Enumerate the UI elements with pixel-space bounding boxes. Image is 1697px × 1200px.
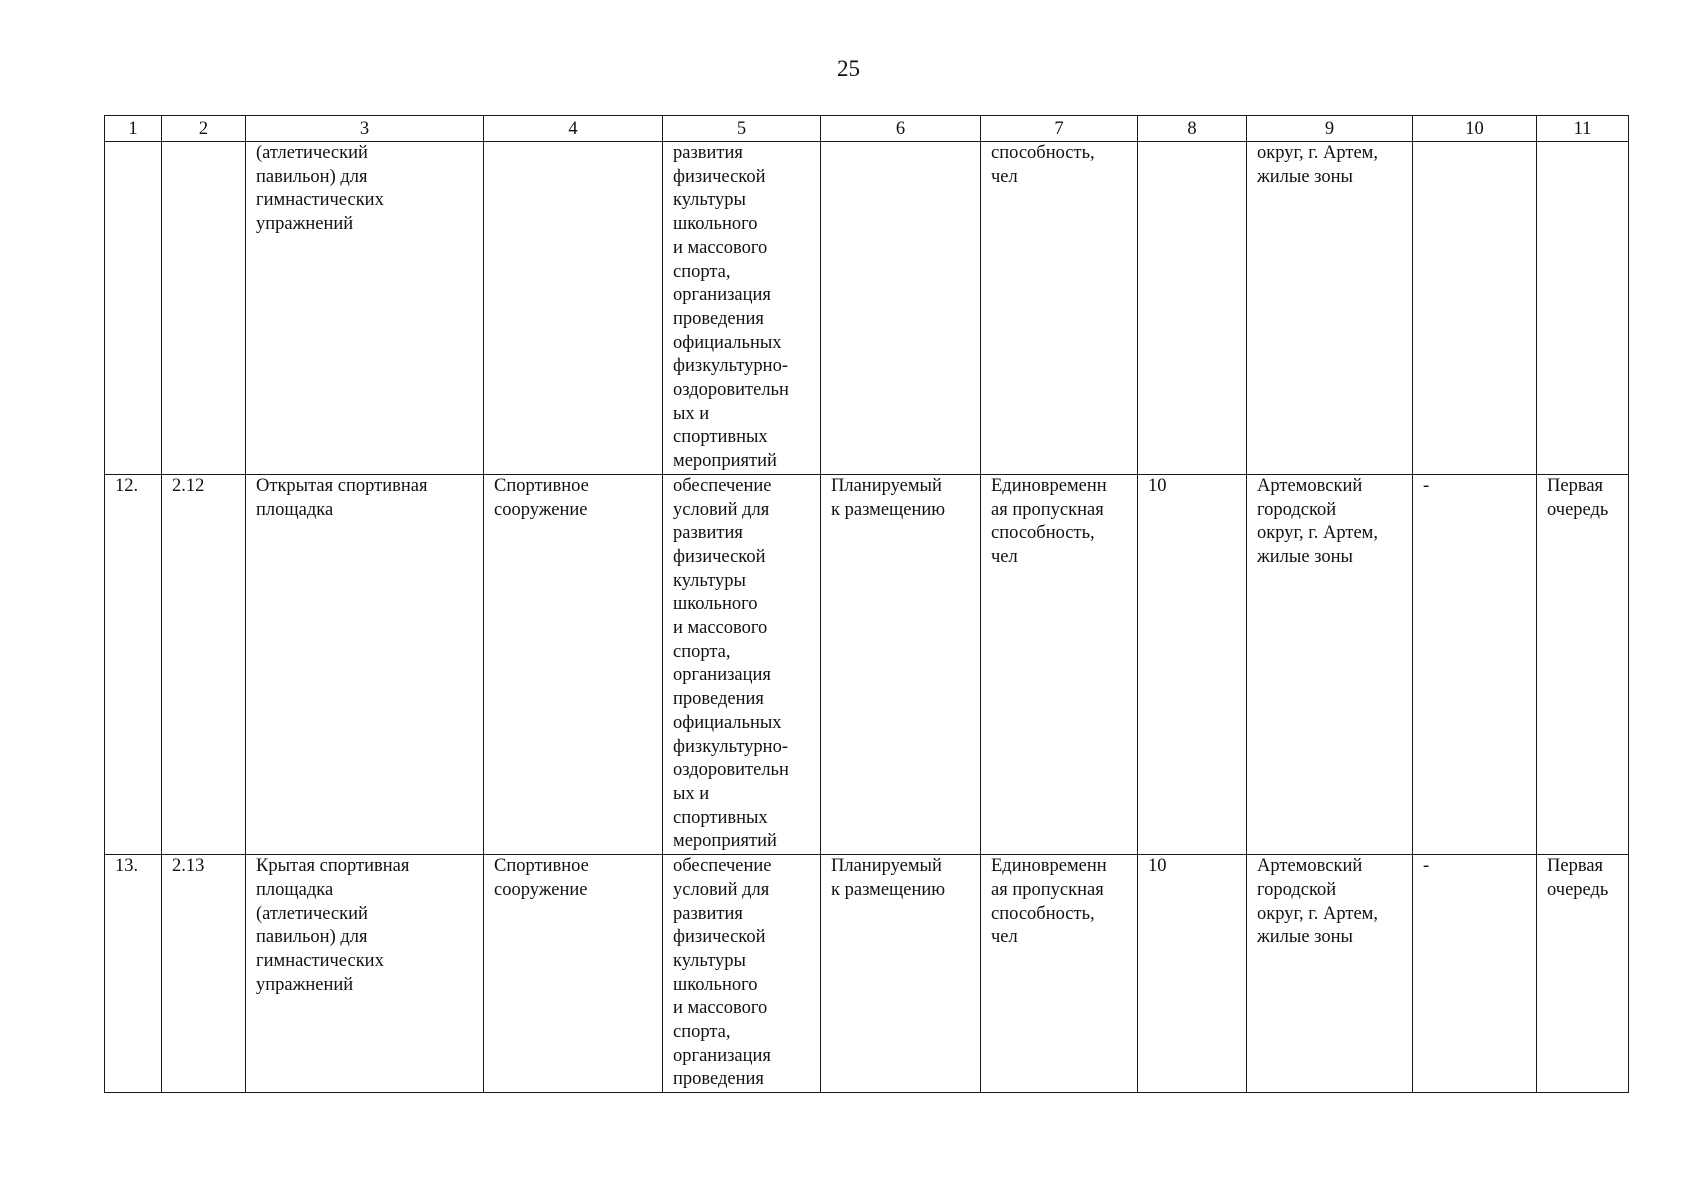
cell-text-line: округ, г. Артем,: [1257, 523, 1378, 544]
cell-text-line: оздоровительн: [673, 760, 789, 781]
cell-text-line: школьного: [673, 214, 758, 235]
column-number: 8: [1138, 116, 1247, 142]
cell-text-line: Единовременн: [991, 475, 1107, 496]
implementation-stage: [1537, 855, 1629, 1093]
cell-text-line: Первая: [1547, 856, 1604, 877]
object-location: [1247, 474, 1413, 854]
cell-text-line: (атлетический: [256, 903, 368, 924]
object-status: [821, 474, 981, 854]
cell-text-line: Планируемый: [831, 475, 942, 496]
cell-text-line: и массового: [673, 618, 768, 639]
planning-table: [104, 115, 1629, 1093]
cell-text-line: площадка: [256, 499, 334, 520]
cell-text-line: условий для: [673, 499, 770, 520]
object-location: [1247, 142, 1413, 475]
cell-text-line: организация: [673, 665, 771, 686]
cell-text-line: мероприятий: [673, 831, 777, 852]
cell-text-line: спорта,: [673, 1022, 731, 1043]
cell-text-line: павильон) для: [256, 927, 368, 948]
cell-text-line: (атлетический: [256, 143, 368, 163]
page-number: 25: [837, 56, 860, 81]
cell-text-line: ая пропускная: [991, 499, 1104, 520]
cell-text-line: физкультурно-: [673, 736, 788, 757]
cell-text-line: гимнастических: [256, 950, 384, 971]
cell-text-line: к размещению: [831, 879, 946, 900]
row-number: 13.: [105, 855, 162, 1093]
characteristic-value: 10: [1138, 474, 1247, 854]
cell-text-line: и массового: [673, 237, 768, 258]
implementation-stage: [1537, 474, 1629, 854]
object-code: [162, 142, 246, 475]
cell-text-line: жилые зоны: [1257, 166, 1353, 187]
column-number: 10: [1413, 116, 1537, 142]
characteristic-value: 10: [1138, 855, 1247, 1093]
object-code: 2.12: [162, 474, 246, 854]
object-code: 2.13: [162, 855, 246, 1093]
object-type: [484, 474, 663, 854]
cell-text-line: чел: [991, 166, 1018, 187]
zone-info: [1413, 142, 1537, 475]
cell-text-line: развития: [673, 143, 743, 163]
object-status: [821, 142, 981, 475]
object-characteristic: [981, 474, 1138, 854]
zone-info: -: [1413, 855, 1537, 1093]
cell-text-line: проведения: [673, 308, 764, 329]
cell-text-line: Крытая спортивная: [256, 856, 410, 877]
cell-text-line: и массового: [673, 998, 768, 1019]
column-number: 3: [246, 116, 484, 142]
cell-text-line: обеспечение: [673, 475, 772, 496]
column-number: 6: [821, 116, 981, 142]
object-type: [484, 855, 663, 1093]
cell-text-line: гимнастических: [256, 190, 384, 211]
cell-text-line: жилые зоны: [1257, 546, 1353, 567]
cell-text-line: физической: [673, 546, 766, 567]
cell-text-line: Артемовский: [1257, 475, 1363, 496]
implementation-stage: [1537, 142, 1629, 475]
cell-text-line: округ, г. Артем,: [1257, 143, 1378, 163]
column-number: 1: [105, 116, 162, 142]
cell-text-line: Спортивное: [494, 475, 589, 496]
characteristic-value: [1138, 142, 1247, 475]
cell-text-line: Артемовский: [1257, 856, 1363, 877]
cell-text-line: способность,: [991, 523, 1095, 544]
object-status: [821, 855, 981, 1093]
cell-text-line: официальных: [673, 332, 782, 353]
cell-text-line: спортивных: [673, 427, 768, 448]
table-row: [105, 474, 1629, 854]
cell-text-line: чел: [991, 546, 1018, 567]
cell-text-line: Единовременн: [991, 856, 1107, 877]
cell-text-line: физической: [673, 166, 766, 187]
cell-text-line: развития: [673, 903, 743, 924]
cell-text-line: площадка: [256, 879, 334, 900]
cell-text-line: организация: [673, 285, 771, 306]
object-purpose: [663, 855, 821, 1093]
cell-text-line: городской: [1257, 879, 1337, 900]
cell-text-line: Открытая спортивная: [256, 475, 428, 496]
cell-text-line: очередь: [1547, 879, 1609, 900]
cell-text-line: сооружение: [494, 499, 588, 520]
cell-text-line: спорта,: [673, 641, 731, 662]
cell-text-line: Планируемый: [831, 856, 942, 877]
cell-text-line: павильон) для: [256, 166, 368, 187]
table-row: [105, 142, 1629, 475]
object-name: [246, 855, 484, 1093]
column-number: 4: [484, 116, 663, 142]
cell-text-line: жилые зоны: [1257, 927, 1353, 948]
cell-text-line: упражнений: [256, 974, 354, 995]
cell-text-line: оздоровительн: [673, 380, 789, 401]
column-number: 2: [162, 116, 246, 142]
cell-text-line: спорта,: [673, 261, 731, 282]
cell-text-line: обеспечение: [673, 856, 772, 877]
cell-text-line: упражнений: [256, 214, 354, 235]
cell-text-line: культуры: [673, 950, 746, 971]
object-name: [246, 142, 484, 475]
row-number: 12.: [105, 474, 162, 854]
cell-text-line: Спортивное: [494, 856, 589, 877]
cell-text-line: к размещению: [831, 499, 946, 520]
cell-text-line: школьного: [673, 594, 758, 615]
object-location: [1247, 855, 1413, 1093]
cell-text-line: Первая: [1547, 475, 1604, 496]
cell-text-line: физической: [673, 927, 766, 948]
cell-text-line: сооружение: [494, 879, 588, 900]
object-purpose: [663, 474, 821, 854]
cell-text-line: чел: [991, 927, 1018, 948]
cell-text-line: условий для: [673, 879, 770, 900]
object-characteristic: [981, 855, 1138, 1093]
object-name: [246, 474, 484, 854]
cell-text-line: проведения: [673, 1069, 764, 1090]
column-number: 9: [1247, 116, 1413, 142]
cell-text-line: спортивных: [673, 807, 768, 828]
cell-text-line: ая пропускная: [991, 879, 1104, 900]
cell-text-line: школьного: [673, 974, 758, 995]
cell-text-line: организация: [673, 1045, 771, 1066]
column-number: 11: [1537, 116, 1629, 142]
object-characteristic: [981, 142, 1138, 475]
cell-text-line: культуры: [673, 570, 746, 591]
zone-info: -: [1413, 474, 1537, 854]
cell-text-line: культуры: [673, 190, 746, 211]
row-number: [105, 142, 162, 475]
cell-text-line: официальных: [673, 712, 782, 733]
object-purpose: [663, 142, 821, 475]
cell-text-line: способность,: [991, 143, 1095, 163]
cell-text-line: развития: [673, 523, 743, 544]
cell-text-line: городской: [1257, 499, 1337, 520]
cell-text-line: ых и: [673, 783, 710, 804]
cell-text-line: округ, г. Артем,: [1257, 903, 1378, 924]
object-type: [484, 142, 663, 475]
cell-text-line: физкультурно-: [673, 356, 788, 377]
column-number: 5: [663, 116, 821, 142]
table-row: [105, 855, 1629, 1093]
cell-text-line: мероприятий: [673, 451, 777, 472]
cell-text-line: ых и: [673, 403, 710, 424]
column-number: 7: [981, 116, 1138, 142]
cell-text-line: проведения: [673, 689, 764, 710]
column-number-row: [105, 116, 1629, 142]
cell-text-line: способность,: [991, 903, 1095, 924]
cell-text-line: очередь: [1547, 499, 1609, 520]
